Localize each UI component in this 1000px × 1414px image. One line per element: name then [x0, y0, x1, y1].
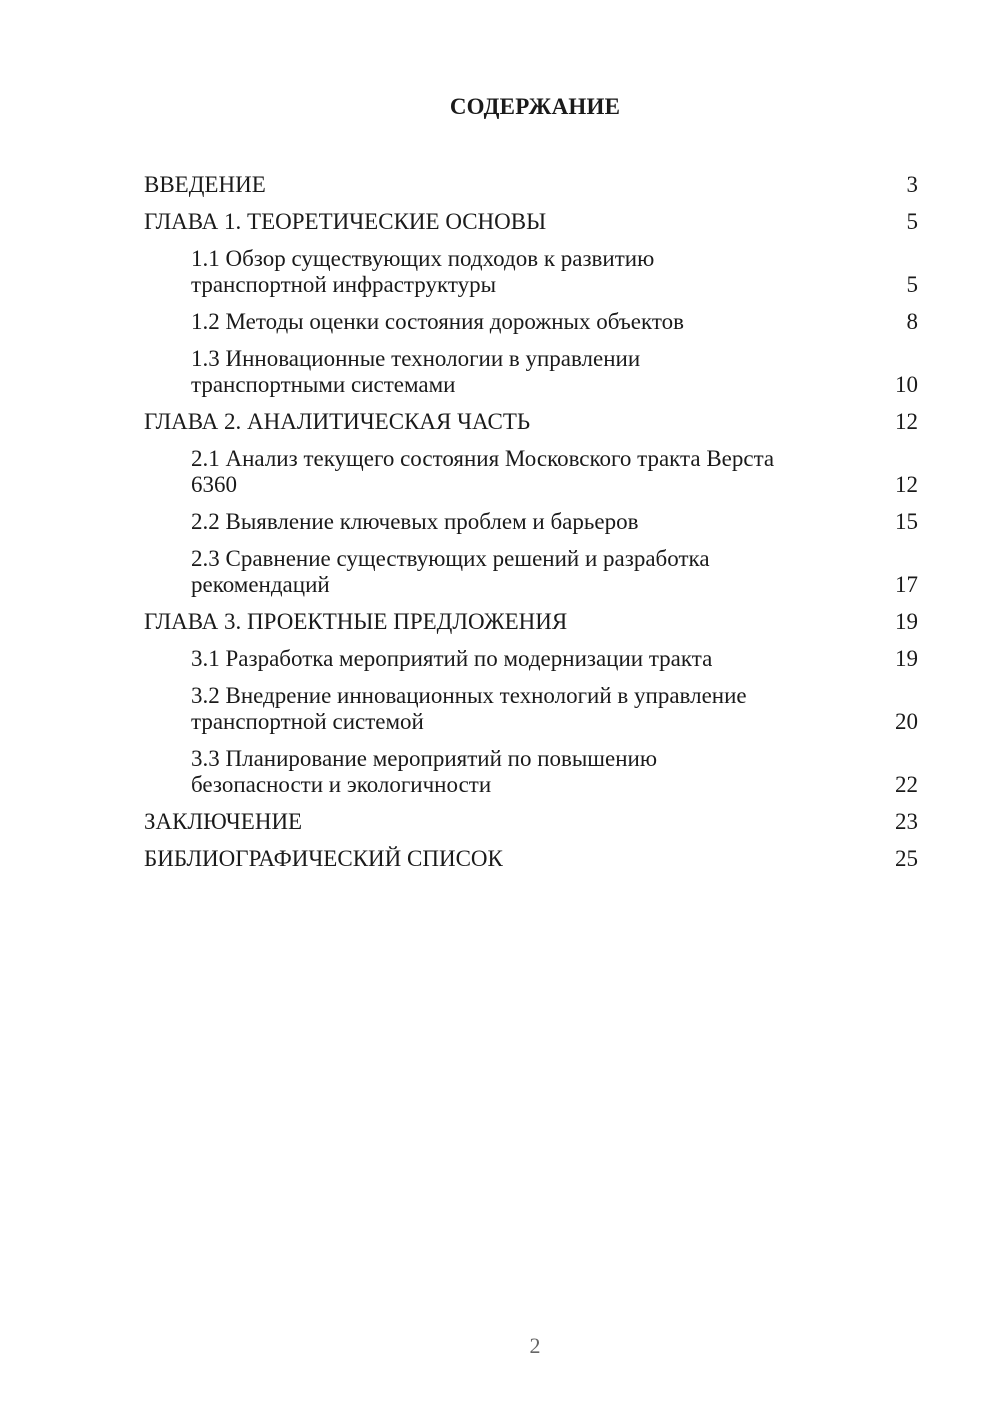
toc-entry-page: 5 — [906, 209, 918, 234]
toc-entry-section-3-2[interactable] — [144, 681, 918, 744]
toc-entry-text: ВВЕДЕНИЕ — [144, 172, 266, 197]
toc-entry-page: 22 — [895, 772, 918, 797]
toc-entry-introduction[interactable] — [144, 170, 918, 207]
toc-entry-section-1-3[interactable] — [144, 344, 918, 407]
toc-entry-page: 20 — [895, 709, 918, 734]
toc-entry-section-1-1[interactable] — [144, 244, 918, 307]
toc-entry-page: 3 — [906, 172, 918, 197]
page-title: СОДЕРЖАНИЕ — [449, 94, 621, 119]
toc-entry-section-1-2[interactable] — [144, 307, 918, 344]
toc-entry-text: ЗАКЛЮЧЕНИЕ — [144, 809, 303, 834]
toc-entry-section-2-3[interactable] — [144, 544, 918, 607]
toc-entry-conclusion[interactable] — [144, 807, 918, 844]
toc-entry-section-2-1[interactable] — [144, 444, 918, 507]
toc-entry-page: 10 — [895, 372, 918, 397]
toc-entry-chapter-1[interactable] — [144, 207, 918, 244]
toc-entry-text: ГЛАВА 3. ПРОЕКТНЫЕ ПРЕДЛОЖЕНИЯ — [144, 609, 568, 634]
toc-entry-page: 8 — [906, 309, 918, 334]
toc-entry-page: 12 — [895, 409, 918, 434]
toc-entry-text: 3.1 Разработка мероприятий по модернизации тракта — [191, 646, 713, 671]
toc-entry-section-3-1[interactable] — [144, 644, 918, 681]
toc-entry-text: 1.2 Методы оценки состояния дорожных объектов — [191, 309, 684, 334]
toc-entry-text: 2.2 Выявление ключевых проблем и барьеров — [191, 509, 639, 534]
toc-entry-chapter-3[interactable] — [144, 607, 918, 644]
toc-entry-page: 12 — [895, 472, 918, 497]
toc-entry-page: 5 — [906, 272, 918, 297]
toc-entry-page: 15 — [895, 509, 918, 534]
toc-entry-text: ГЛАВА 1. ТЕОРЕТИЧЕСКИЕ ОСНОВЫ — [144, 209, 547, 234]
toc-entry-section-3-3[interactable] — [144, 744, 918, 807]
toc-entry-text: 3.3 Планирование мероприятий по повышению безопасности и экологичности — [191, 746, 658, 797]
toc-entry-chapter-2[interactable] — [144, 407, 918, 444]
toc-entry-text: ГЛАВА 2. АНАЛИТИЧЕСКАЯ ЧАСТЬ — [144, 409, 531, 434]
toc-entry-page: 23 — [895, 809, 918, 834]
toc-entry-text: 3.2 Внедрение инновационных технологий в управление транспортной системой — [191, 683, 747, 734]
toc-entry-bibliography[interactable] — [144, 844, 918, 881]
toc-entry-page: 25 — [895, 846, 918, 871]
toc-entry-text: 2.1 Анализ текущего состояния Московского тракта Верста 6360 — [191, 446, 775, 497]
toc-entry-section-2-2[interactable] — [144, 507, 918, 544]
toc-entry-text: БИБЛИОГРАФИЧЕСКИЙ СПИСОК — [144, 846, 503, 871]
toc-entry-page: 19 — [895, 609, 918, 634]
toc-entry-page: 17 — [895, 572, 918, 597]
table-of-contents — [144, 170, 918, 881]
toc-entry-text: 2.3 Сравнение существующих решений и разработка рекомендаций — [191, 546, 710, 597]
toc-entry-text: 1.3 Инновационные технологии в управлении транспортными системами — [191, 346, 641, 397]
toc-entry-page: 19 — [895, 646, 918, 671]
toc-entry-text: 1.1 Обзор существующих подходов к развитию транспортной инфраструктуры — [191, 246, 655, 297]
page-number: 2 — [529, 1333, 541, 1358]
